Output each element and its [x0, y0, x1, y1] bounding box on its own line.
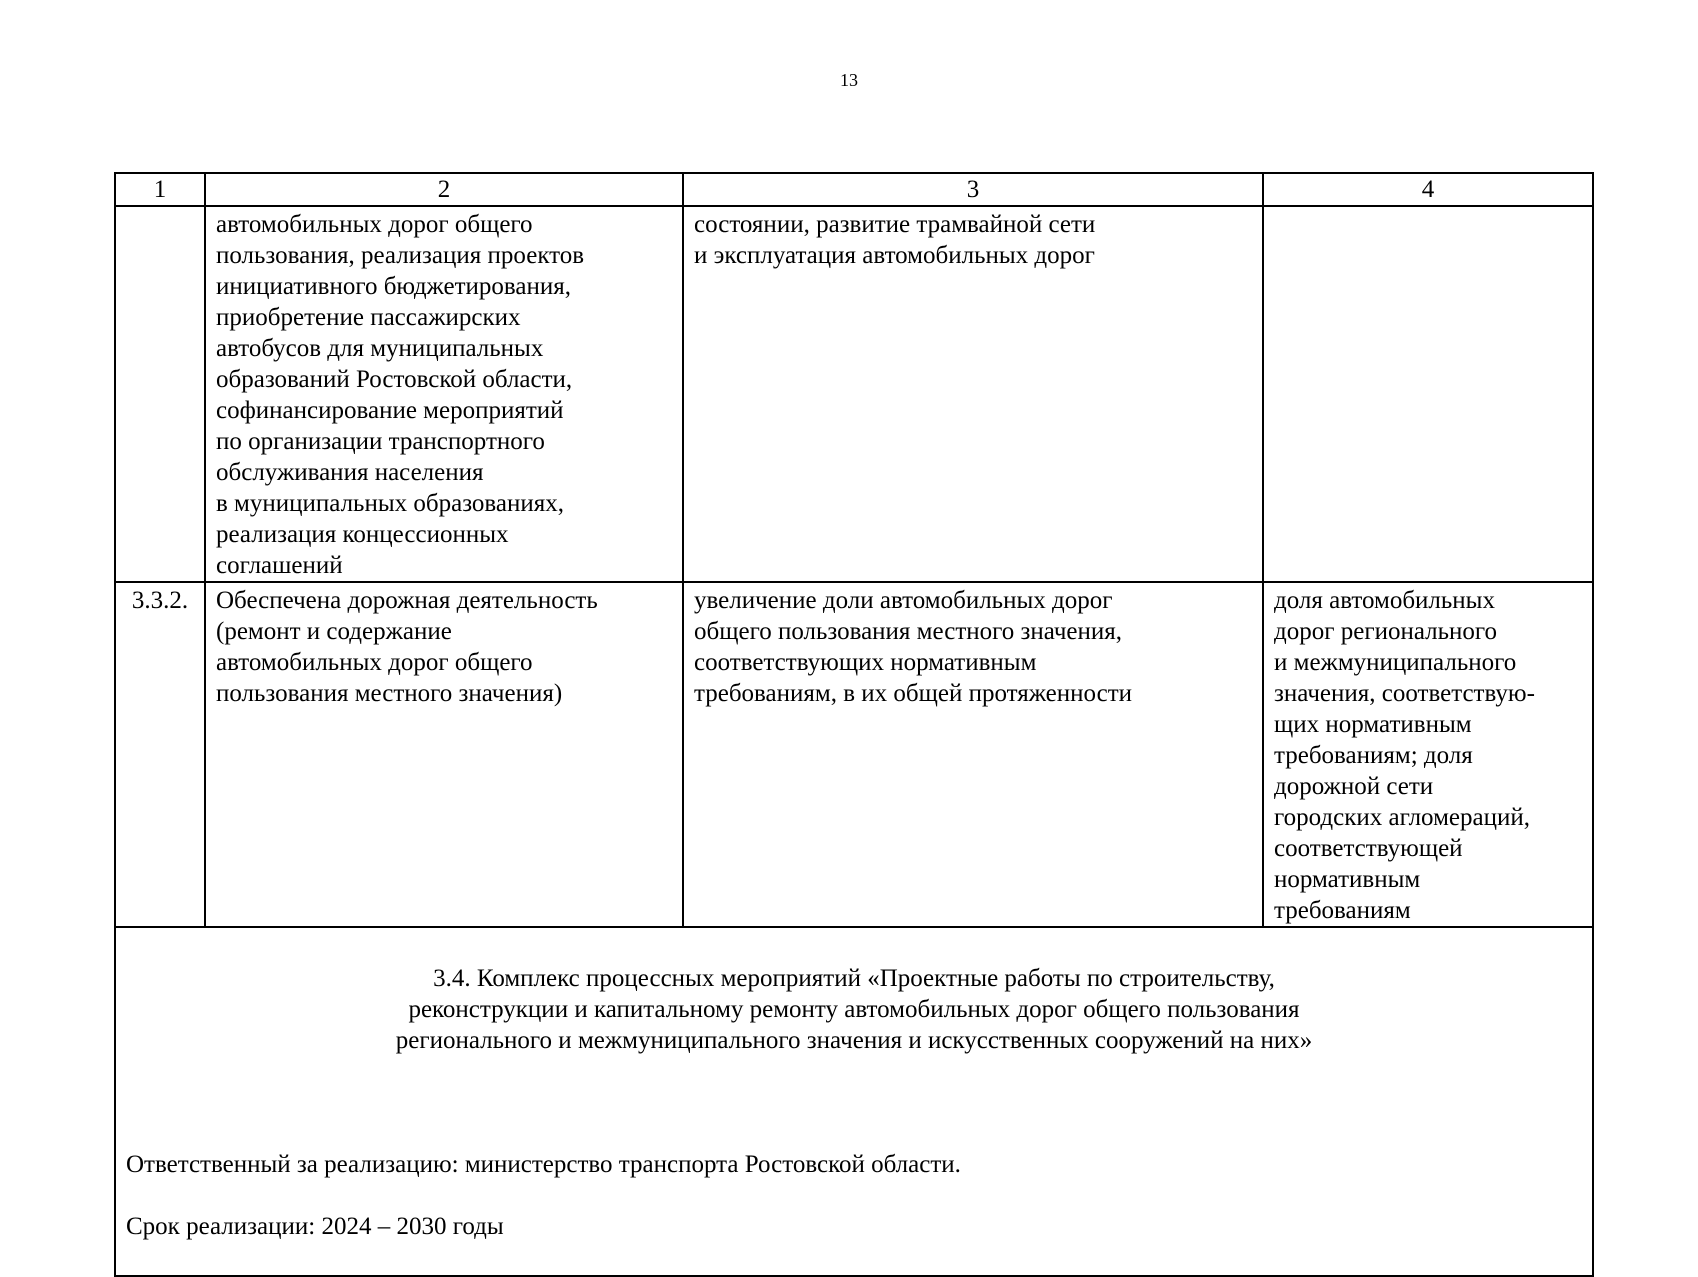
- row-number: 3.3.2.: [115, 582, 205, 927]
- section-title: 3.4. Комплекс процессных мероприятий «Проектные работы по строительству, реконструкции и капитальному ремонту автомобильных дорог общего пользования регионального и межмуниципального значения и искусственных сооружений на них»: [395, 965, 1313, 1054]
- table-header-row: [115, 173, 1593, 206]
- column-header-4: 4: [1263, 173, 1593, 206]
- row-number: [115, 206, 205, 582]
- indicator-description: [1263, 206, 1593, 582]
- result-description: состоянии, развитие трамвайной сети и эксплуатация автомобильных дорог: [683, 206, 1263, 582]
- task-description: Обеспечена дорожная деятельность (ремонт и содержание автомобильных дорог общего пользования местного значения): [205, 582, 683, 927]
- section-row: [115, 927, 1593, 1276]
- section-spacer: [126, 1087, 1582, 1118]
- indicator-description: доля автомобильных дорог регионального и межмуниципального значения, соответствую- щих нормативным требованиям; доля дорожной сети городских агломераций, соответствующей нормативным требованиям: [1263, 582, 1593, 927]
- section-cell: [115, 927, 1593, 1276]
- column-header-1: 1: [115, 173, 205, 206]
- measures-table: [114, 172, 1594, 1277]
- column-header-2: 2: [205, 173, 683, 206]
- page-number: 13: [840, 70, 858, 90]
- table-row: [115, 582, 1593, 927]
- task-description: автомобильных дорог общего пользования, реализация проектов инициативного бюджетирования, приобретение пассажирских автобусов для муниципальных образований Ростовской области, софинансирование мероприятий по организации транспортного обслуживания населения в муниципальных образованиях, реализация концессионных соглашений: [205, 206, 683, 582]
- period-line: Срок реализации: 2024 – 2030 годы: [126, 1213, 504, 1240]
- result-description: увеличение доли автомобильных дорог общего пользования местного значения, соответствующих нормативным требованиям, в их общей протяженности: [683, 582, 1263, 927]
- responsible-line: Ответственный за реализацию: министерство транспорта Ростовской области.: [126, 1151, 961, 1178]
- table-row: [115, 206, 1593, 582]
- column-header-3: 3: [683, 173, 1263, 206]
